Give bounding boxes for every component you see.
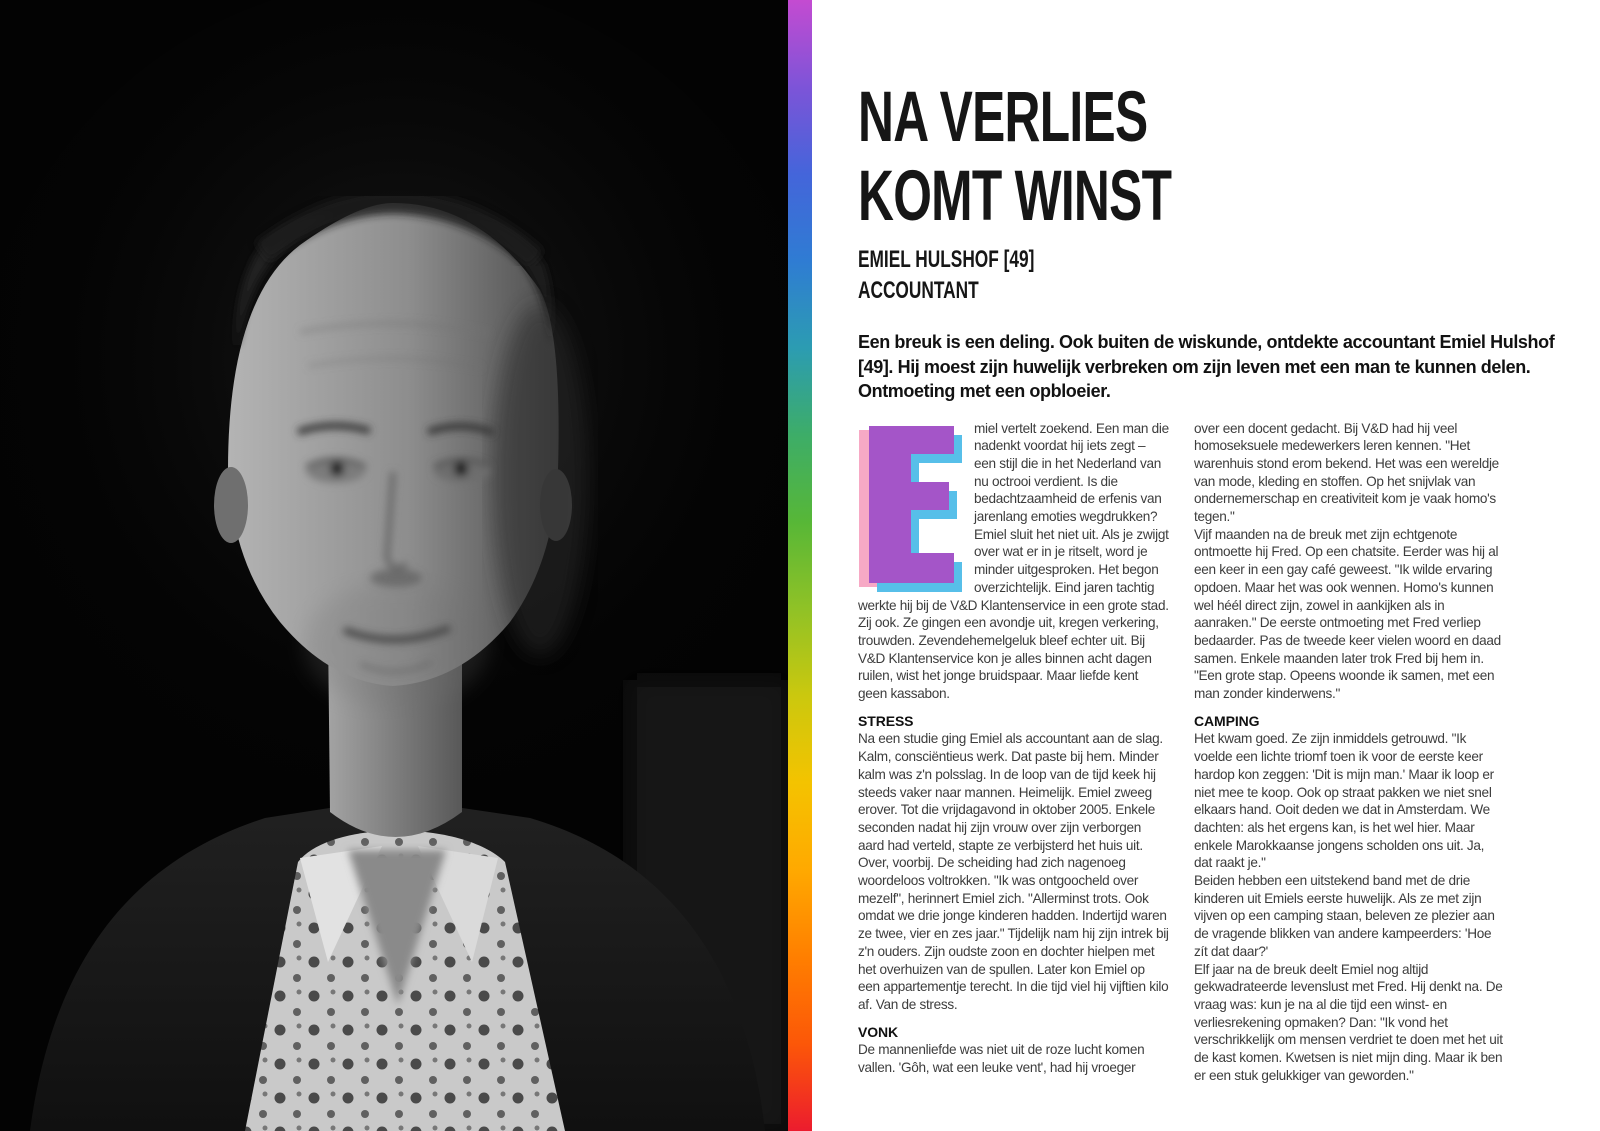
dropcap-letter xyxy=(858,420,962,596)
subject-name: EMIEL HULSHOF [49] xyxy=(858,246,1035,273)
column-2-paragraph-1: over een docent gedacht. Bij V&D had hij veel homoseksuele medewerkers leren kennen. "Het warenhuis stond erom bekend. Het was een wereldje van mode, kleding en stoffen. Op het snijvlak van ondernemerschap en creativiteit kom je vaak homo's tegen." xyxy=(1194,420,1499,525)
column-1 xyxy=(858,420,1169,1085)
section-vonk-paragraph: De mannenliefde was niet uit de roze lucht komen vallen. 'Gôh, wat een leuke vent', had hij vroeger xyxy=(858,1042,1145,1076)
portrait-photo-illustration xyxy=(0,0,788,1131)
opening-paragraph xyxy=(858,420,1169,703)
section-camping-paragraph-1: Het kwam goed. Ze zijn inmiddels getrouwd. "Ik voelde een lichte triomf toen ik voor de eerste keer hardop kon zeggen: 'Dit is mijn man.' Maar ik loop er niet mee te koop. Ook op straat pakken we niet snel elkaars hand. Ooit deden we dat in Amsterdam. We dachten: als het ergens kan, is het wel hier. Maar enkele Marokkaanse jongens scholden ons uit. Ja, dat raakt je." xyxy=(1194,731,1494,871)
article-title xyxy=(858,78,1348,236)
title-line-2: KOMT WINST xyxy=(858,157,1172,236)
subject-role: ACCOUNTANT xyxy=(858,277,979,304)
intro-paragraph: Een breuk is een deling. Ook buiten de wiskunde, ontdekte accountant Emiel Hulshof [49]. Hij moest zijn huwelijk verbreken om zijn leven met een man te kunnen delen. Ontmoeting met een opbloeier. xyxy=(858,332,1555,401)
section-stress-paragraph: Na een studie ging Emiel als accountant aan de slag. Kalm, consciëntieus werk. Dat paste bij hem. Minder kalm was z'n polsslag. In de loop van de tijd keek hij steeds vaker naar mannen. Heimelijk. Emiel zweeg erover. Tot die vrijdagavond in oktober 2005. Enkele seconden nadat hij zijn vrouw over zijn verborgen aard had verteld, stapte ze verbijsterd het huis uit. Over, voorbij. De scheiding had zich nagenoeg woordeloos voltrokken. "Ik was ontgoocheld over mezelf", herinnert Emiel zich. "Allerminst trots. Ook omdat we drie jonge kinderen hadden. Indertijd waren ze twee, vier en zes jaar." Tijdelijk nam hij zijn intrek bij z'n ouders. Zijn oudste zoon en dochter hielpen met het overhuizen van de spullen. Later kon Emiel op een appartementje terecht. In die tijd viel hij vijftien kilo af. Van de stress. xyxy=(858,731,1169,1012)
article-content xyxy=(858,0,1558,1131)
section-heading-vonk: VONK xyxy=(858,1023,899,1040)
section-camping-paragraph-2: Beiden hebben een uitstekend band met de drie kinderen uit Emiels eerste huwelijk. Als ze met zijn vijven op een camping staan, beleven ze plezier aan de vragende blikken van andere kampeerders: 'Hoe zít dat daar?' xyxy=(1194,873,1495,959)
portrait-photo xyxy=(0,0,788,1131)
column-2 xyxy=(1194,420,1505,1085)
title-line-1: NA VERLIES xyxy=(858,78,1148,157)
opening-text: miel vertelt zoekend. Een man die nadenkt voordat hij iets zegt – een stijl die in het Nederland van nu octrooi verdient. Is die bedachtzaamheid de erfenis van jarenlang emoties wegdrukken? Emiel sluit het niet uit. Als je zwijgt over wat er in je ritselt, word je minder uitgesproken. Het begon overzichtelijk. Eind jaren tachtig werkte hij bij de V&D Klantenservice in een grote stad. Zij ook. Ze gingen een avondje uit, kregen verkering, trouwden. Zevendehemelgeluk bleef echter uit. Bij V&D Klantenservice kon je alles binnen acht dagen ruilen, wist het jonge bruidspaar. Maar liefde kent geen kassabon. xyxy=(858,420,1169,702)
section-heading-stress: STRESS xyxy=(858,712,914,729)
article-columns xyxy=(858,420,1558,1085)
column-2-paragraph-2: Vijf maanden na de breuk met zijn echtgenote ontmoette hij Fred. Op een chatsite. Eerder was hij al een keer in een gay café geweest. "Ik wilde ervaring opdoen. Maar het was ook wennen. Homo's kunnen wel héél direct zijn, zowel in aankijken als in aanraken." De eerste ontmoeting met Fred verliep bedaarder. Pas de tweede keer vielen woord en daad samen. Enkele maanden later trok Fred bij hem in. "Een grote stap. Opeens woonde ik samen, met een man zonder kinderwens." xyxy=(1194,526,1501,702)
section-camping-paragraph-3: Elf jaar na de breuk deelt Emiel nog altijd gekwadrateerde levenslust met Fred. Hij denkt na. De vraag was: kun je na al die tijd een winst- en verliesrekening opmaken? Dan: "Ik vond het verschrikkelijk om mensen verdriet te doen met het uit de kast komen. Kwetsen is niet mijn ding. Maar ik ben er een stuk gelukkiger van geworden." xyxy=(1194,961,1503,1083)
article-subtitle xyxy=(858,244,1362,306)
section-heading-camping: CAMPING xyxy=(1194,712,1260,729)
rainbow-stripe xyxy=(788,0,812,1131)
dropcap-E-graphic xyxy=(858,420,962,596)
